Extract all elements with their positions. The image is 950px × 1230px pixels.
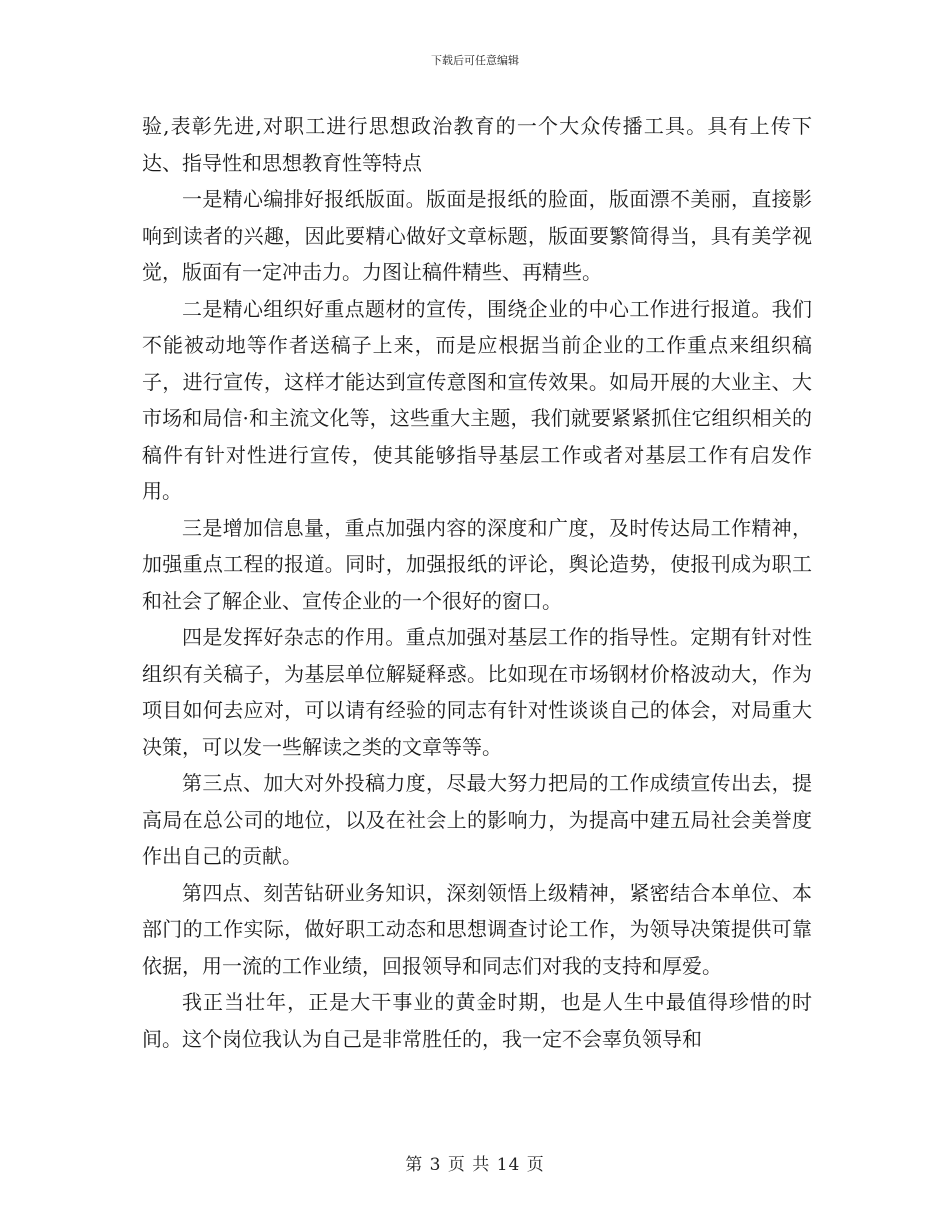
paragraph-3: 二是精心组织好重点题材的宣传，围绕企业的中心工作进行报道。我们不能被动地等作者送稿子上来，而是应根据当前企业的工作重点来组织稿子，进行宣传，这样才能达到宣传意图和宣传效果。如局开展的大业主、大市场和局信·和主流文化等，这些重大主题，我们就要紧紧抓住它组织相关的稿件有针对性进行宣传，使其能够指导基层工作或者对基层工作有启发作用。 (142, 296, 812, 503)
paragraph-5: 四是发挥好杂志的作用。重点加强对基层工作的指导性。定期有针对性组织有关稿子，为基层单位解疑释惑。比如现在市场钢材价格波动大，作为项目如何去应对，可以请有经验的同志有针对性谈谈自己的体会，对局重大决策，可以发一些解读之类的文章等等。 (142, 625, 812, 759)
paragraph-8: 我正当壮年，正是大干事业的黄金时期，也是人生中最值得珍惜的时间。这个岗位我认为自己是非常胜任的，我一定不会辜负领导和 (142, 990, 812, 1051)
page-number-footer: 第 3 页 共 14 页 (405, 1155, 545, 1175)
paragraph-6: 第三点、加大对外投稿力度，尽最大努力把局的工作成绩宣传出去，提高局在总公司的地位，以及在社会上的影响力，为提高中建五局社会美誉度作出自己的贡献。 (142, 771, 812, 868)
paragraph-4: 三是增加信息量，重点加强内容的深度和广度，及时传达局工作精神，加强重点工程的报道。同时，加强报纸的评论，舆论造势，使报刊成为职工和社会了解企业、宣传企业的一个很好的窗口。 (142, 515, 812, 613)
document-body (142, 108, 812, 1057)
paragraph-7: 第四点、刻苦钻研业务知识，深刻领悟上级精神，紧密结合本单位、本部门的工作实际，做好职工动态和思想调查讨论工作，为领导决策提供可靠依据，用一流的工作业绩，回报领导和同志们对我的支持和厚爱。 (142, 880, 812, 978)
paragraph-2: 一是精心编排好报纸版面。版面是报纸的脸面，版面漂不美丽，直接影响到读者的兴趣，因此要精心做好文章标题，版面要繁简得当，具有美学视觉，版面有一定冲击力。力图让稿件精些、再精些。 (142, 187, 812, 284)
page-header: 下载后可任意编辑 (431, 54, 519, 67)
paragraph-1: 验,表彰先进,对职工进行思想政治教育的一个大众传播工具。具有上传下达、指导性和思想教育性等特点 (142, 114, 812, 175)
